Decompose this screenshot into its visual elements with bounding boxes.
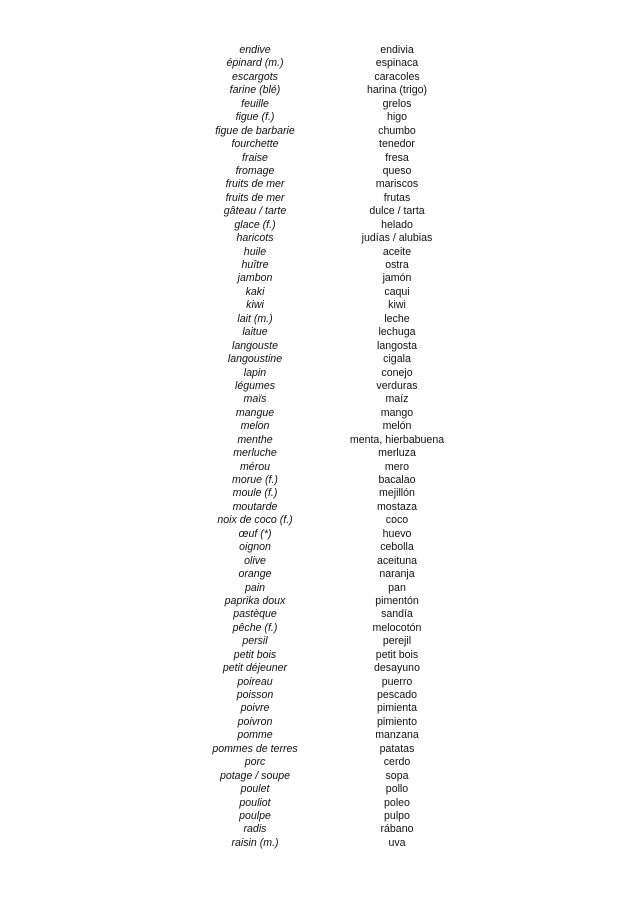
spanish-word: chumbo: [378, 124, 416, 137]
spanish-word: uva: [388, 836, 406, 849]
spanish-word: pescado: [376, 689, 418, 701]
spanish-word: mango: [380, 406, 414, 419]
french-word: légumes: [234, 379, 276, 392]
french-word: menthe: [237, 433, 273, 446]
spanish-word: menta, hierbabuena: [349, 433, 445, 446]
french-word: huile: [243, 245, 267, 258]
spanish-word: merluza: [378, 447, 416, 460]
french-word: mangue: [235, 406, 275, 419]
french-word: langouste: [232, 339, 278, 352]
french-word: figue (f.): [235, 111, 275, 124]
spanish-word: maíz: [385, 393, 409, 406]
french-word: fourchette: [231, 138, 279, 151]
spanish-word: pan: [388, 581, 406, 594]
spanish-word: dulce / tarta: [369, 205, 425, 218]
spanish-word: mostaza: [376, 500, 418, 513]
spanish-word: leche: [384, 312, 410, 325]
spanish-word: kiwi: [388, 299, 406, 312]
spanish-word: frutas: [383, 191, 411, 204]
french-word: farine (blé): [229, 84, 281, 97]
spanish-word: caracoles: [374, 70, 420, 83]
french-word: kaki: [245, 285, 265, 298]
french-word: petit bois: [233, 648, 277, 661]
spanish-word-column: [302, 44, 492, 850]
french-word: fraise: [242, 151, 268, 164]
french-word: gâteau / tarte: [223, 205, 287, 218]
spanish-word: caqui: [384, 285, 410, 298]
spanish-word: lechuga: [378, 326, 416, 339]
spanish-word: petit bois: [375, 648, 419, 661]
french-word: pêche (f.): [232, 621, 278, 634]
spanish-word: grelos: [382, 97, 412, 110]
french-word: poireau: [237, 675, 273, 688]
spanish-word: pollo: [385, 783, 409, 796]
french-word: poulpe: [239, 809, 271, 822]
french-word: fruits de mer: [225, 178, 285, 191]
spanish-word: pulpo: [384, 809, 410, 822]
french-word: poisson: [236, 689, 274, 701]
french-word: lapin: [243, 366, 267, 379]
french-word: épinard (m.): [226, 57, 284, 70]
french-word: olive: [244, 554, 266, 567]
spanish-word: queso: [382, 164, 412, 177]
spanish-word: rábano: [380, 823, 414, 836]
french-word: fromage: [235, 164, 275, 177]
spanish-word: mejillón: [379, 487, 415, 500]
spanish-word: espinaca: [375, 57, 419, 70]
french-word: radis: [243, 823, 267, 836]
spanish-word: jamón: [382, 272, 412, 285]
french-word: merluche: [233, 447, 277, 460]
french-word: langoustine: [227, 353, 283, 366]
french-word: noix de coco (f.): [217, 514, 293, 527]
french-word: pommes de terres: [212, 742, 298, 755]
spanish-word: mero: [384, 460, 410, 473]
spanish-word: judías / alubias: [361, 232, 433, 245]
french-word: figue de barbarie: [215, 124, 295, 137]
french-word: escargots: [232, 70, 278, 83]
spanish-word: melón: [382, 420, 412, 433]
spanish-word: pimiento: [376, 715, 418, 728]
french-word: fruits de mer: [225, 191, 285, 204]
spanish-word: aceituna: [376, 554, 418, 567]
french-word: endive: [239, 44, 271, 56]
french-word: pastèque: [233, 608, 277, 621]
spanish-word: sandía: [381, 608, 413, 621]
french-word: œuf (*): [238, 527, 272, 540]
french-word: potage / soupe: [219, 769, 291, 782]
spanish-word: harina (trigo): [366, 84, 428, 97]
french-word: pomme: [237, 729, 273, 742]
french-word: poulet: [240, 783, 270, 796]
french-word: lait (m.): [237, 312, 273, 325]
spanish-word: desayuno: [374, 662, 420, 675]
spanish-word: cebolla: [380, 541, 414, 554]
spanish-word: tenedor: [379, 138, 415, 151]
french-word: glace (f.): [234, 218, 276, 231]
french-word: mérou: [239, 460, 271, 473]
french-word: melon: [240, 420, 270, 433]
french-word: poivron: [237, 715, 273, 728]
spanish-word: sopa: [385, 769, 409, 782]
spanish-word: manzana: [375, 729, 419, 742]
spanish-word: poleo: [384, 796, 410, 809]
french-word: petit déjeuner: [222, 662, 288, 675]
french-word: pain: [244, 581, 266, 594]
spanish-word: mariscos: [375, 178, 419, 191]
spanish-word: verduras: [376, 379, 418, 392]
spanish-word: patatas: [379, 742, 415, 755]
french-word: morue (f.): [232, 474, 278, 486]
spanish-word: higo: [386, 111, 408, 124]
spanish-word: pimienta: [376, 702, 418, 715]
french-word: jambon: [237, 272, 273, 285]
spanish-word: conejo: [381, 366, 413, 379]
spanish-word: melocotón: [372, 621, 422, 634]
french-word: maïs: [243, 393, 267, 406]
french-word: pouliot: [239, 796, 271, 809]
french-word: kiwi: [246, 299, 264, 312]
french-word: laitue: [242, 326, 268, 339]
spanish-word: endivia: [380, 44, 414, 56]
french-word: paprika doux: [224, 594, 286, 607]
french-word: poivre: [240, 702, 270, 715]
french-word: oignon: [239, 541, 271, 554]
spanish-word: aceite: [382, 245, 412, 258]
spanish-word: huevo: [382, 527, 412, 540]
spanish-word: puerro: [381, 675, 413, 688]
french-word: moutarde: [232, 500, 278, 513]
spanish-word: cerdo: [383, 756, 411, 769]
french-word: haricots: [236, 232, 274, 245]
french-word: raisin (m.): [231, 836, 279, 849]
spanish-word: bacalao: [378, 474, 416, 486]
spanish-word: ostra: [385, 259, 409, 271]
spanish-word: perejil: [382, 635, 412, 648]
spanish-word: coco: [385, 514, 409, 527]
french-word: huître: [241, 259, 269, 271]
spanish-word: fresa: [385, 151, 409, 164]
french-word: orange: [238, 568, 272, 581]
french-word: porc: [244, 756, 266, 769]
french-word: feuille: [241, 97, 269, 110]
french-word: persil: [242, 635, 268, 648]
spanish-word: helado: [381, 218, 413, 231]
spanish-word: cigala: [383, 353, 411, 366]
spanish-word: naranja: [379, 568, 415, 581]
french-word: moule (f.): [232, 487, 278, 500]
spanish-word: pimentón: [375, 594, 419, 607]
spanish-word: langosta: [376, 339, 418, 352]
